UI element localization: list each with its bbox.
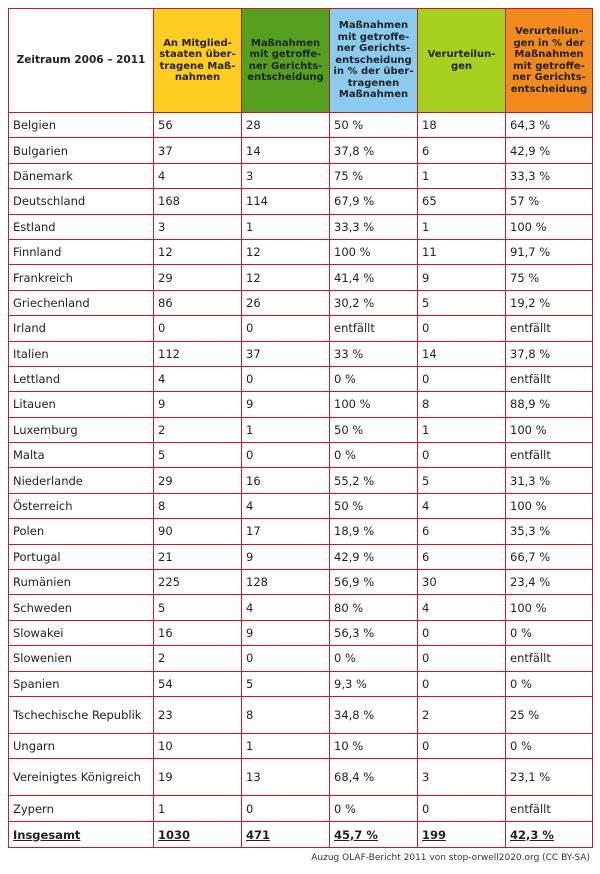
country-cell: Bulgarien [9,138,154,163]
country-cell: Portugal [9,544,154,569]
country-cell: Slowakei [9,620,154,645]
transferred-cell: 1 [154,796,242,822]
header-transferred-measures: An Mitglied-staaten über-tragene Maß-nahmen [154,9,242,113]
convictions-cell: 8 [418,392,506,417]
conviction-percentage-cell: 19,2 % [506,290,593,315]
country-cell: Deutschland [9,189,154,214]
decisions-cell: 0 [242,646,330,671]
table-row [9,113,593,138]
table-row [9,341,593,366]
conviction-percentage-cell: entfällt [506,316,593,341]
country-cell: Ungarn [9,733,154,758]
total-decision-percentage: 45,7 % [330,822,418,848]
decision-percentage-cell: 18,9 % [330,519,418,544]
conviction-percentage-cell: 37,8 % [506,341,593,366]
total-decisions: 471 [242,822,330,848]
decisions-cell: 17 [242,519,330,544]
country-cell: Italien [9,341,154,366]
table-row [9,290,593,315]
decisions-cell: 1 [242,733,330,758]
table-row [9,138,593,163]
conviction-percentage-cell: 25 % [506,696,593,733]
transferred-cell: 56 [154,113,242,138]
header-measures-with-decision: Maßnahmen mit getroffe-ner Gerichts-entscheidung [242,9,330,113]
table-row [9,366,593,391]
country-cell: Tschechische Republik [9,696,154,733]
header-row [9,9,593,113]
table-row [9,493,593,518]
decision-percentage-cell: 50 % [330,113,418,138]
decisions-cell: 9 [242,620,330,645]
total-transferred: 1030 [154,822,242,848]
country-cell: Österreich [9,493,154,518]
table-row [9,189,593,214]
convictions-cell: 0 [418,796,506,822]
convictions-cell: 6 [418,544,506,569]
decisions-cell: 114 [242,189,330,214]
table-row [9,646,593,671]
transferred-cell: 2 [154,646,242,671]
table-row [9,595,593,620]
convictions-cell: 0 [418,366,506,391]
conviction-percentage-cell: 0 % [506,620,593,645]
country-cell: Frankreich [9,265,154,290]
conviction-percentage-cell: 100 % [506,493,593,518]
conviction-percentage-cell: 23,4 % [506,570,593,595]
table-row [9,733,593,758]
decisions-cell: 128 [242,570,330,595]
table-row [9,796,593,822]
decisions-cell: 5 [242,671,330,696]
header-period: Zeitraum 2006 – 2011 [9,9,154,113]
transferred-cell: 12 [154,239,242,264]
convictions-cell: 0 [418,733,506,758]
transferred-cell: 2 [154,417,242,442]
decision-percentage-cell: 80 % [330,595,418,620]
decision-percentage-cell: 9,3 % [330,671,418,696]
transferred-cell: 10 [154,733,242,758]
transferred-cell: 5 [154,595,242,620]
country-cell: Griechenland [9,290,154,315]
country-cell: Zypern [9,796,154,822]
decisions-cell: 3 [242,163,330,188]
decisions-cell: 8 [242,696,330,733]
conviction-percentage-cell: 31,3 % [506,468,593,493]
convictions-cell: 11 [418,239,506,264]
conviction-percentage-cell: 100 % [506,214,593,239]
decision-percentage-cell: 30,2 % [330,290,418,315]
country-cell: Finnland [9,239,154,264]
transferred-cell: 21 [154,544,242,569]
convictions-cell: 1 [418,163,506,188]
conviction-percentage-cell: entfällt [506,366,593,391]
olaf-statistics-table [8,8,593,848]
table-row [9,417,593,442]
decision-percentage-cell: 33,3 % [330,214,418,239]
convictions-cell: 1 [418,214,506,239]
decisions-cell: 4 [242,595,330,620]
decisions-cell: 9 [242,544,330,569]
conviction-percentage-cell: 75 % [506,265,593,290]
decisions-cell: 13 [242,759,330,796]
convictions-cell: 3 [418,759,506,796]
decisions-cell: 37 [242,341,330,366]
country-cell: Belgien [9,113,154,138]
transferred-cell: 29 [154,468,242,493]
decisions-cell: 1 [242,417,330,442]
convictions-cell: 5 [418,468,506,493]
convictions-cell: 65 [418,189,506,214]
decision-percentage-cell: 75 % [330,163,418,188]
table-row [9,163,593,188]
conviction-percentage-cell: entfällt [506,796,593,822]
total-conviction-percentage: 42,3 % [506,822,593,848]
conviction-percentage-cell: entfällt [506,646,593,671]
conviction-percentage-cell: 64,3 % [506,113,593,138]
convictions-cell: 4 [418,595,506,620]
table-row [9,544,593,569]
decisions-cell: 4 [242,493,330,518]
conviction-percentage-cell: entfällt [506,443,593,468]
decisions-cell: 0 [242,366,330,391]
convictions-cell: 0 [418,620,506,645]
table-row [9,671,593,696]
convictions-cell: 18 [418,113,506,138]
table-row [9,620,593,645]
decision-percentage-cell: 56,3 % [330,620,418,645]
table-row [9,316,593,341]
country-cell: Vereinigtes Königreich [9,759,154,796]
country-cell: Lettland [9,366,154,391]
decisions-cell: 16 [242,468,330,493]
convictions-cell: 4 [418,493,506,518]
table-row [9,519,593,544]
transferred-cell: 5 [154,443,242,468]
convictions-cell: 5 [418,290,506,315]
conviction-percentage-cell: 33,3 % [506,163,593,188]
decision-percentage-cell: 56,9 % [330,570,418,595]
decision-percentage-cell: 68,4 % [330,759,418,796]
conviction-percentage-cell: 0 % [506,733,593,758]
header-convictions: Verurteilun-gen [418,9,506,113]
decision-percentage-cell: 33 % [330,341,418,366]
table-row [9,239,593,264]
convictions-cell: 2 [418,696,506,733]
total-label: Insgesamt [9,822,154,848]
country-cell: Estland [9,214,154,239]
conviction-percentage-cell: 35,3 % [506,519,593,544]
transferred-cell: 4 [154,366,242,391]
decision-percentage-cell: 10 % [330,733,418,758]
decision-percentage-cell: entfällt [330,316,418,341]
total-row [9,822,593,848]
conviction-percentage-cell: 0 % [506,671,593,696]
convictions-cell: 14 [418,341,506,366]
decisions-cell: 0 [242,316,330,341]
country-cell: Litauen [9,392,154,417]
decisions-cell: 1 [242,214,330,239]
transferred-cell: 16 [154,620,242,645]
conviction-percentage-cell: 23,1 % [506,759,593,796]
country-cell: Polen [9,519,154,544]
country-cell: Luxemburg [9,417,154,442]
transferred-cell: 8 [154,493,242,518]
transferred-cell: 168 [154,189,242,214]
conviction-percentage-cell: 91,7 % [506,239,593,264]
convictions-cell: 9 [418,265,506,290]
country-cell: Malta [9,443,154,468]
decision-percentage-cell: 67,9 % [330,189,418,214]
decision-percentage-cell: 0 % [330,366,418,391]
decision-percentage-cell: 37,8 % [330,138,418,163]
convictions-cell: 1 [418,417,506,442]
conviction-percentage-cell: 88,9 % [506,392,593,417]
table-row [9,265,593,290]
total-convictions: 199 [418,822,506,848]
country-cell: Slowenien [9,646,154,671]
transferred-cell: 54 [154,671,242,696]
transferred-cell: 23 [154,696,242,733]
convictions-cell: 0 [418,443,506,468]
transferred-cell: 19 [154,759,242,796]
transferred-cell: 86 [154,290,242,315]
decisions-cell: 12 [242,239,330,264]
conviction-percentage-cell: 100 % [506,595,593,620]
country-cell: Irland [9,316,154,341]
table-row [9,570,593,595]
transferred-cell: 29 [154,265,242,290]
country-cell: Schweden [9,595,154,620]
table-body [9,113,593,822]
country-cell: Dänemark [9,163,154,188]
convictions-cell: 6 [418,519,506,544]
country-cell: Niederlande [9,468,154,493]
transferred-cell: 90 [154,519,242,544]
transferred-cell: 112 [154,341,242,366]
table-row [9,214,593,239]
decisions-cell: 14 [242,138,330,163]
decision-percentage-cell: 42,9 % [330,544,418,569]
decision-percentage-cell: 55,2 % [330,468,418,493]
decisions-cell: 26 [242,290,330,315]
decision-percentage-cell: 0 % [330,646,418,671]
table-row [9,392,593,417]
transferred-cell: 225 [154,570,242,595]
table-row [9,443,593,468]
decision-percentage-cell: 50 % [330,493,418,518]
transferred-cell: 9 [154,392,242,417]
decisions-cell: 0 [242,796,330,822]
transferred-cell: 3 [154,214,242,239]
header-conviction-percentage: Verurteilun-gen in % der Maßnahmen mit getroffe-ner Gerichts-entscheidung [506,9,593,113]
decisions-cell: 0 [242,443,330,468]
decision-percentage-cell: 41,4 % [330,265,418,290]
decision-percentage-cell: 0 % [330,796,418,822]
convictions-cell: 0 [418,671,506,696]
convictions-cell: 30 [418,570,506,595]
conviction-percentage-cell: 42,9 % [506,138,593,163]
conviction-percentage-cell: 100 % [506,417,593,442]
decisions-cell: 9 [242,392,330,417]
decision-percentage-cell: 50 % [330,417,418,442]
transferred-cell: 4 [154,163,242,188]
table-row [9,468,593,493]
header-decision-percentage: Maßnahmen mit getroffe-ner Gerichts-entscheidung in % der über-tragenen Maßnahmen [330,9,418,113]
decision-percentage-cell: 34,8 % [330,696,418,733]
decision-percentage-cell: 100 % [330,392,418,417]
convictions-cell: 0 [418,316,506,341]
decisions-cell: 28 [242,113,330,138]
convictions-cell: 0 [418,646,506,671]
decision-percentage-cell: 0 % [330,443,418,468]
transferred-cell: 0 [154,316,242,341]
conviction-percentage-cell: 57 % [506,189,593,214]
country-cell: Rumänien [9,570,154,595]
conviction-percentage-cell: 66,7 % [506,544,593,569]
convictions-cell: 6 [418,138,506,163]
table-row [9,759,593,796]
decisions-cell: 12 [242,265,330,290]
source-caption: Auzug OLAF-Bericht 2011 von stop-orwell2020.org (CC BY-SA) [311,853,590,863]
country-cell: Spanien [9,671,154,696]
transferred-cell: 37 [154,138,242,163]
decision-percentage-cell: 100 % [330,239,418,264]
table-row [9,696,593,733]
